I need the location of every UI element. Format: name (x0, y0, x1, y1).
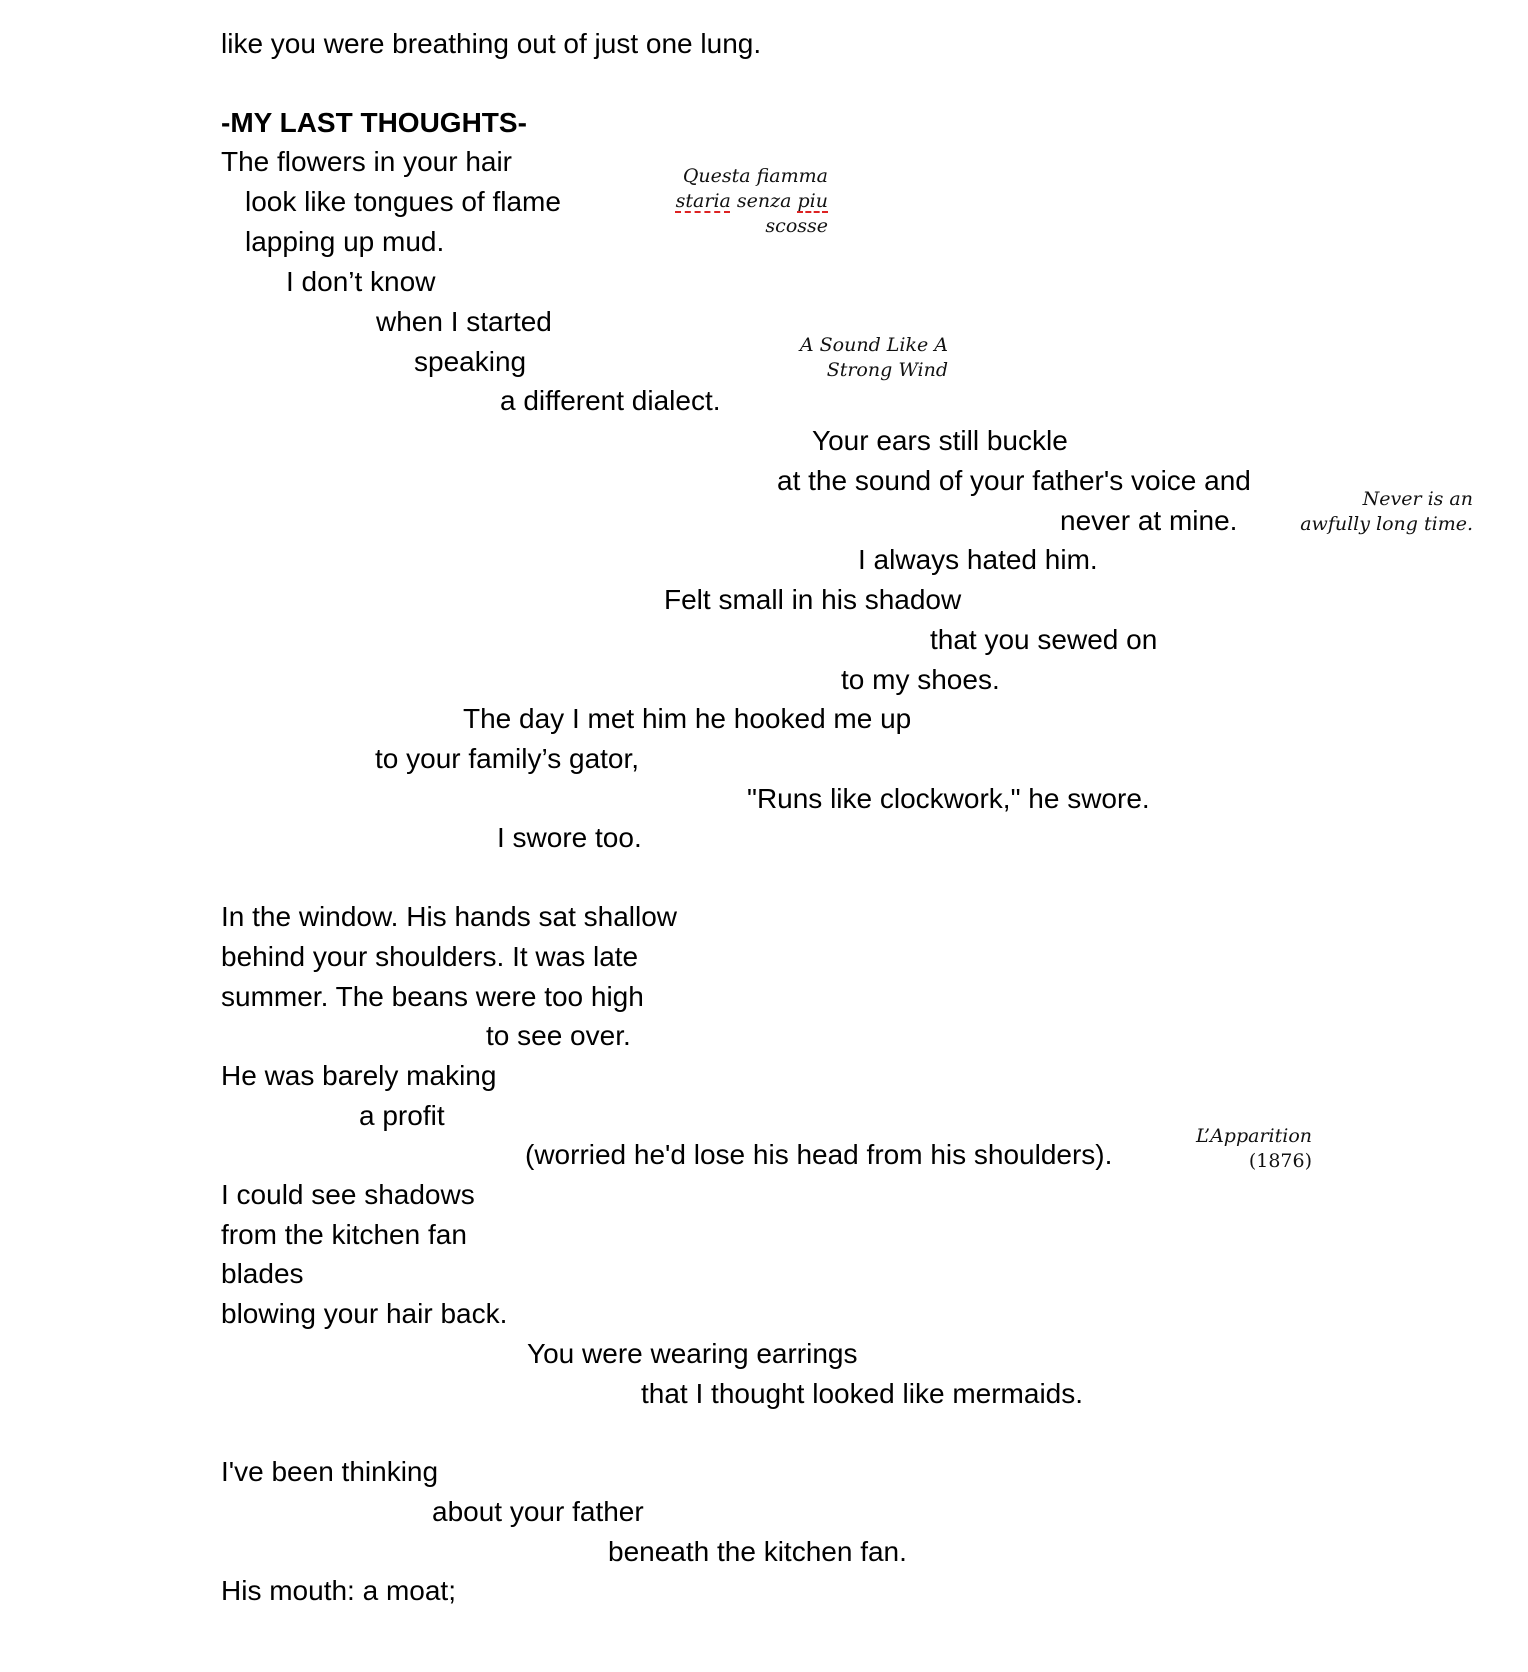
poem-line: behind your shoulders. It was late (221, 941, 639, 972)
poem-line: The day I met him he hooked me up (463, 703, 912, 734)
poem-line: I could see shadows (221, 1179, 475, 1210)
poem-title: -MY LAST THOUGHTS- (221, 107, 527, 138)
poem-line: I swore too. (497, 822, 642, 853)
poem-line: (worried he'd lose his head from his shoulders). (525, 1139, 1113, 1170)
poem-line: a profit (359, 1100, 445, 1131)
margin-note-text: senza (730, 190, 798, 212)
poem-line: blades (221, 1258, 304, 1289)
poem-line: lapping up mud. (245, 226, 445, 257)
margin-note-line: A Sound Like A (799, 334, 948, 356)
margin-note (676, 164, 828, 239)
poem-line: "Runs like clockwork," he swore. (747, 783, 1150, 814)
poem-line: from the kitchen fan (221, 1219, 467, 1250)
margin-note-line: (1876) (1248, 1150, 1312, 1172)
poem-line: You were wearing earrings (527, 1338, 858, 1369)
poem-line: when I started (376, 306, 552, 337)
poem-line: about your father (432, 1496, 644, 1527)
poem-line: look like tongues of flame (245, 186, 561, 217)
margin-note (1196, 1124, 1312, 1174)
poem-line: beneath the kitchen fan. (608, 1536, 907, 1567)
poem-line: I don’t know (286, 266, 436, 297)
poem-line: The flowers in your hair (221, 146, 513, 177)
poem-line: summer. The beans were too high (221, 981, 644, 1012)
margin-note-line: Never is an (1362, 488, 1473, 510)
poem-line: that I thought looked like mermaids. (641, 1378, 1084, 1409)
poem-line: Felt small in his shadow (664, 584, 962, 615)
misspelled-word[interactable]: piu (797, 190, 828, 212)
poem-line: never at mine. (1060, 505, 1238, 536)
poem-line: to your family’s gator, (375, 743, 640, 774)
margin-note-line: Strong Wind (826, 359, 948, 381)
poem-line: to my shoes. (841, 664, 1000, 695)
poem-line: blowing your hair back. (221, 1298, 508, 1329)
margin-note (1300, 487, 1473, 537)
margin-note-line: Questa fiamma (682, 165, 828, 187)
margin-note-line: scosse (765, 215, 828, 237)
poem-line: Your ears still buckle (812, 425, 1068, 456)
poem-line: I've been thinking (221, 1456, 439, 1487)
poem-line: I always hated him. (858, 544, 1098, 575)
poem-line: to see over. (486, 1020, 631, 1051)
poem-line: speaking (414, 346, 527, 377)
margin-note (800, 333, 948, 383)
poem-line: In the window. His hands sat shallow (221, 901, 678, 932)
poem-line: He was barely making (221, 1060, 497, 1091)
margin-note-line (676, 189, 828, 214)
misspelled-word[interactable]: staria (675, 190, 731, 212)
poem-line: at the sound of your father's voice and (777, 465, 1251, 496)
poem-line: His mouth: a moat; (221, 1575, 456, 1606)
poem-line: that you sewed on (930, 624, 1158, 655)
margin-note-line: awfully long time. (1300, 513, 1473, 535)
poem-line: a different dialect. (500, 385, 721, 416)
poem-line: like you were breathing out of just one lung. (221, 28, 762, 59)
margin-note-line: L’Apparition (1195, 1125, 1312, 1147)
